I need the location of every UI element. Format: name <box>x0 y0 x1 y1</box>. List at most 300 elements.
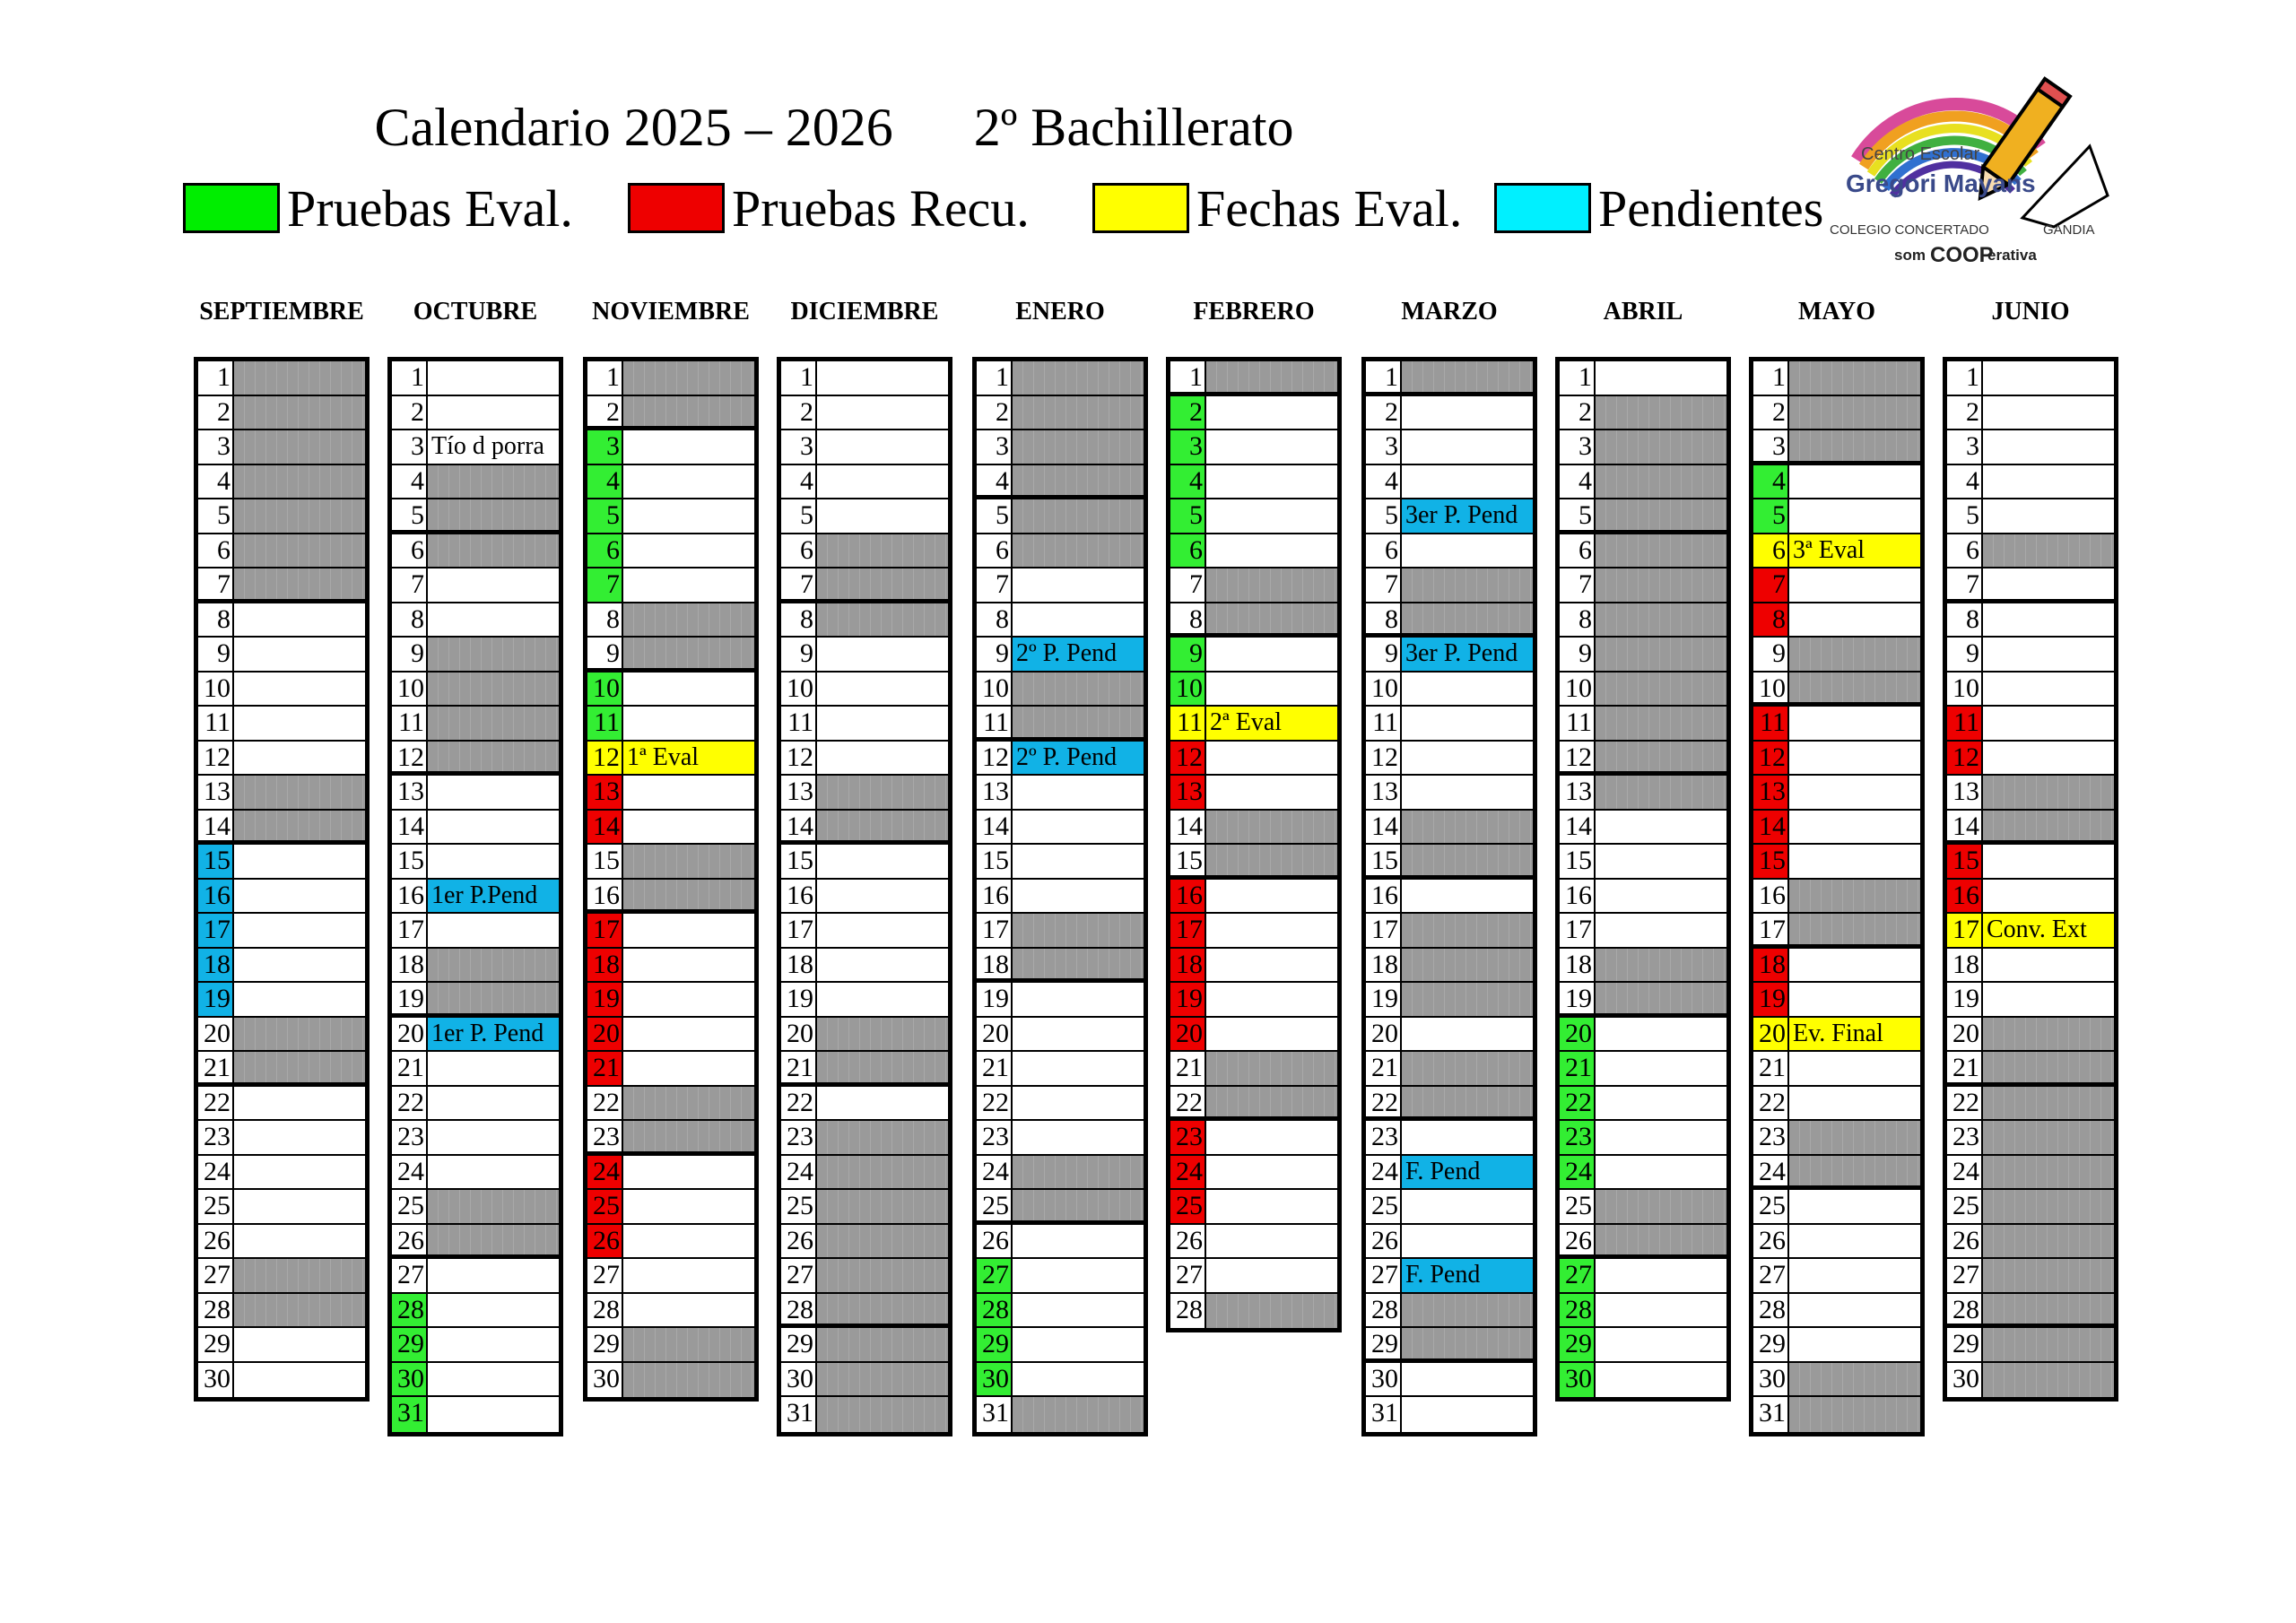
day-number: 21 <box>198 1052 234 1082</box>
day-number: 18 <box>1753 949 1789 982</box>
day-number: 14 <box>1947 811 1983 841</box>
day-row <box>587 1259 754 1294</box>
day-cell <box>1596 1052 1726 1085</box>
day-cell <box>1013 845 1144 878</box>
day-cell <box>1206 1190 1337 1223</box>
day-row <box>198 1156 365 1191</box>
day-number: 8 <box>587 603 623 637</box>
day-row <box>781 1363 948 1398</box>
day-cell <box>428 1087 559 1120</box>
day-number: 6 <box>1753 534 1789 568</box>
day-row <box>977 1018 1144 1053</box>
day-cell <box>1402 776 1533 809</box>
day-row <box>1753 914 1920 949</box>
day-row <box>392 1121 559 1156</box>
day-cell <box>817 1294 948 1324</box>
day-number: 12 <box>781 742 817 775</box>
day-number: 11 <box>781 707 817 740</box>
day-number: 22 <box>1170 1087 1206 1117</box>
day-number: 3 <box>1753 430 1789 461</box>
day-cell <box>1596 707 1726 740</box>
day-row <box>198 1328 365 1363</box>
day-number: 13 <box>198 776 234 809</box>
day-row <box>198 1087 365 1122</box>
day-row <box>1560 1328 1726 1363</box>
day-cell <box>1789 396 1920 430</box>
day-row <box>587 1363 754 1398</box>
day-number: 2 <box>1947 396 1983 430</box>
day-cell <box>817 949 948 982</box>
legend-swatch-yellow <box>1092 183 1189 233</box>
day-cell <box>1789 811 1920 844</box>
day-row <box>198 1190 365 1225</box>
day-cell <box>817 430 948 464</box>
day-row <box>1560 1259 1726 1294</box>
day-cell <box>817 396 948 430</box>
day-number: 29 <box>781 1328 817 1361</box>
day-cell: 3er P. Pend <box>1402 499 1533 533</box>
day-cell <box>234 1052 365 1082</box>
day-row <box>977 1397 1144 1432</box>
day-number: 9 <box>1366 638 1402 671</box>
day-row <box>1560 534 1726 569</box>
day-number: 18 <box>1947 949 1983 982</box>
day-number: 8 <box>1947 603 1983 637</box>
day-cell <box>428 845 559 878</box>
day-row <box>1170 1225 1337 1260</box>
day-cell <box>1983 776 2114 809</box>
day-cell <box>1983 983 2114 1016</box>
day-row <box>1753 1087 1920 1122</box>
day-number: 23 <box>198 1121 234 1154</box>
day-row <box>1170 1156 1337 1191</box>
day-number: 17 <box>781 914 817 947</box>
day-cell <box>1402 707 1533 740</box>
day-cell <box>1013 880 1144 913</box>
day-cell <box>1013 1087 1144 1120</box>
day-cell <box>1596 1294 1726 1327</box>
day-number: 4 <box>587 465 623 499</box>
day-row <box>1170 1121 1337 1156</box>
day-cell <box>1983 1190 2114 1223</box>
day-cell <box>817 914 948 947</box>
day-cell <box>1983 811 2114 841</box>
day-number: 5 <box>1560 499 1596 530</box>
day-row <box>198 949 365 984</box>
day-row <box>587 742 754 777</box>
day-cell <box>428 1397 559 1432</box>
month-table <box>1361 357 1537 1436</box>
day-cell <box>1789 1156 1920 1186</box>
day-cell <box>817 1328 948 1361</box>
day-row <box>1366 742 1533 777</box>
day-cell: F. Pend <box>1402 1259 1533 1292</box>
day-cell <box>1789 1363 1920 1396</box>
day-cell <box>234 673 365 706</box>
day-number: 7 <box>1560 568 1596 602</box>
day-cell <box>1789 1052 1920 1085</box>
day-row <box>1170 1294 1337 1329</box>
day-number: 10 <box>1560 673 1596 706</box>
day-row <box>1560 845 1726 880</box>
day-number: 29 <box>198 1328 234 1361</box>
day-row <box>198 673 365 707</box>
day-cell <box>428 568 559 602</box>
day-cell <box>1789 1294 1920 1327</box>
day-row <box>1366 603 1533 638</box>
day-cell <box>1206 1294 1337 1329</box>
day-row <box>392 638 559 673</box>
day-number: 23 <box>1366 1121 1402 1154</box>
day-number: 30 <box>1560 1363 1596 1398</box>
day-row <box>1366 638 1533 673</box>
day-row <box>781 568 948 603</box>
day-number: 15 <box>587 845 623 878</box>
day-cell <box>1596 568 1726 602</box>
day-number: 23 <box>587 1121 623 1151</box>
day-cell <box>428 1190 559 1223</box>
day-row <box>1753 1156 1920 1191</box>
day-row <box>1560 707 1726 742</box>
day-cell <box>623 776 754 809</box>
day-cell <box>1013 465 1144 496</box>
day-row <box>1947 534 2114 569</box>
day-row <box>1560 1087 1726 1122</box>
day-row <box>781 638 948 673</box>
day-cell <box>817 361 948 395</box>
day-cell <box>1789 465 1920 499</box>
legend-item-fechas-eval <box>1092 179 1462 237</box>
day-cell <box>1013 534 1144 568</box>
day-row <box>587 983 754 1018</box>
day-cell <box>1206 1052 1337 1085</box>
day-row <box>392 1156 559 1191</box>
day-cell <box>1206 534 1337 568</box>
day-row <box>1366 465 1533 500</box>
day-cell <box>817 499 948 533</box>
day-number: 14 <box>198 811 234 841</box>
day-number: 20 <box>1170 1018 1206 1051</box>
day-row <box>587 707 754 742</box>
day-number: 25 <box>1170 1190 1206 1223</box>
day-row <box>1560 1294 1726 1329</box>
logo-rainbow-pencil-icon <box>1821 61 2117 276</box>
day-row <box>1560 465 1726 500</box>
day-number: 13 <box>1170 776 1206 809</box>
day-row <box>587 603 754 638</box>
day-row <box>587 673 754 707</box>
day-row <box>781 465 948 500</box>
day-cell <box>817 1052 948 1082</box>
day-number: 5 <box>587 499 623 533</box>
day-row <box>1366 983 1533 1018</box>
day-number: 16 <box>781 880 817 913</box>
day-number: 11 <box>392 707 428 740</box>
day-number: 9 <box>198 638 234 671</box>
day-cell: 2º P. Pend <box>1013 638 1144 671</box>
day-row <box>198 1259 365 1294</box>
day-row <box>1560 1225 1726 1260</box>
day-number: 12 <box>198 742 234 775</box>
day-number: 24 <box>977 1156 1013 1189</box>
day-cell <box>1983 1363 2114 1398</box>
day-row <box>587 1225 754 1260</box>
day-number: 26 <box>1366 1225 1402 1258</box>
day-row <box>977 707 1144 742</box>
day-cell <box>1596 1259 1726 1292</box>
day-cell <box>623 880 754 910</box>
day-row <box>1366 1190 1533 1225</box>
day-cell <box>234 361 365 395</box>
day-row <box>977 534 1144 569</box>
day-number: 19 <box>587 983 623 1016</box>
day-number: 20 <box>781 1018 817 1051</box>
day-number: 15 <box>198 845 234 878</box>
day-number: 22 <box>198 1087 234 1120</box>
day-cell: 1er P.Pend <box>428 880 559 913</box>
day-row <box>977 396 1144 431</box>
day-cell <box>1596 983 1726 1013</box>
day-row <box>587 1018 754 1053</box>
day-cell: 2º P. Pend <box>1013 742 1144 775</box>
day-row <box>1170 1018 1337 1053</box>
day-cell <box>1013 914 1144 947</box>
day-number: 15 <box>977 845 1013 878</box>
day-cell <box>1789 568 1920 602</box>
day-number: 16 <box>1170 880 1206 913</box>
day-row <box>392 1052 559 1087</box>
day-row <box>1560 1363 1726 1398</box>
title-calendar: Calendario 2025 – 2026 <box>374 98 893 157</box>
day-row <box>587 361 754 396</box>
day-number: 1 <box>1170 361 1206 392</box>
day-row <box>1560 499 1726 534</box>
day-row <box>1560 396 1726 431</box>
day-row <box>1366 880 1533 915</box>
day-row <box>1947 1052 2114 1087</box>
day-row <box>781 1087 948 1122</box>
day-row <box>1560 603 1726 638</box>
day-number: 15 <box>1560 845 1596 878</box>
day-cell <box>1596 638 1726 671</box>
day-number: 26 <box>781 1225 817 1258</box>
day-row <box>1947 396 2114 431</box>
day-cell <box>1206 499 1337 533</box>
day-row <box>977 603 1144 638</box>
day-cell <box>817 603 948 637</box>
day-row <box>977 1121 1144 1156</box>
day-cell <box>428 638 559 671</box>
day-number: 27 <box>587 1259 623 1292</box>
day-number: 20 <box>977 1018 1013 1051</box>
day-number: 14 <box>392 811 428 844</box>
day-row <box>1170 499 1337 534</box>
day-row <box>1560 914 1726 949</box>
day-row <box>1170 396 1337 431</box>
day-number: 25 <box>198 1190 234 1223</box>
day-row <box>587 1294 754 1329</box>
day-cell <box>234 1225 365 1258</box>
day-row <box>587 465 754 500</box>
day-number: 29 <box>977 1328 1013 1361</box>
day-cell <box>1596 1156 1726 1189</box>
day-row <box>1947 465 2114 500</box>
day-row <box>1560 880 1726 915</box>
day-cell <box>1206 880 1337 913</box>
day-row <box>977 914 1144 949</box>
day-row <box>977 673 1144 707</box>
day-row <box>1560 776 1726 811</box>
day-row <box>392 673 559 707</box>
day-number: 28 <box>1947 1294 1983 1324</box>
day-number: 5 <box>1170 499 1206 533</box>
day-row <box>1947 1294 2114 1329</box>
day-cell <box>623 396 754 427</box>
day-number: 16 <box>1366 880 1402 913</box>
day-number: 27 <box>1947 1259 1983 1292</box>
day-number: 29 <box>587 1328 623 1361</box>
day-row <box>198 914 365 949</box>
day-cell: Conv. Ext <box>1983 914 2114 947</box>
day-number: 29 <box>1560 1328 1596 1361</box>
day-number: 2 <box>587 396 623 427</box>
day-row <box>1366 707 1533 742</box>
day-number: 20 <box>587 1018 623 1051</box>
day-cell <box>1402 1018 1533 1051</box>
day-row <box>1947 914 2114 949</box>
day-cell <box>234 499 365 533</box>
day-cell <box>623 1259 754 1292</box>
day-number: 21 <box>392 1052 428 1085</box>
day-cell <box>1402 1397 1533 1432</box>
day-number: 3 <box>1947 430 1983 464</box>
day-row <box>1947 499 2114 534</box>
day-number: 13 <box>1947 776 1983 809</box>
day-cell <box>1983 742 2114 775</box>
day-cell <box>1983 1018 2114 1051</box>
day-number: 1 <box>392 361 428 395</box>
day-row <box>1560 742 1726 777</box>
day-number: 28 <box>198 1294 234 1327</box>
day-number: 22 <box>1753 1087 1789 1120</box>
day-cell <box>234 949 365 982</box>
day-cell <box>623 914 754 947</box>
day-number: 3 <box>1170 430 1206 464</box>
day-cell <box>428 499 559 530</box>
day-cell <box>1983 1121 2114 1154</box>
day-cell <box>1596 1121 1726 1154</box>
day-cell <box>234 603 365 637</box>
day-row <box>781 880 948 915</box>
day-cell <box>623 361 754 395</box>
day-row <box>1170 361 1337 396</box>
day-number: 19 <box>1560 983 1596 1013</box>
page-title <box>0 97 1668 159</box>
day-number: 28 <box>1560 1294 1596 1327</box>
day-row <box>1170 534 1337 569</box>
day-number: 26 <box>1560 1225 1596 1255</box>
day-cell <box>1402 845 1533 875</box>
legend-item-pruebas-eval <box>183 179 573 237</box>
day-cell <box>234 1018 365 1051</box>
day-row <box>198 1018 365 1053</box>
day-row <box>1170 914 1337 949</box>
day-number: 14 <box>1170 811 1206 844</box>
day-row <box>587 638 754 673</box>
day-cell <box>234 707 365 740</box>
day-cell <box>817 1259 948 1292</box>
day-row <box>977 1087 1144 1122</box>
day-row <box>1366 1156 1533 1191</box>
day-row <box>1753 465 1920 500</box>
day-cell <box>234 568 365 599</box>
day-cell <box>1402 534 1533 568</box>
day-row <box>198 430 365 465</box>
day-number: 25 <box>1366 1190 1402 1223</box>
day-cell <box>1206 1087 1337 1117</box>
day-row <box>1170 1087 1337 1122</box>
day-row <box>392 465 559 500</box>
day-row <box>1170 845 1337 880</box>
day-cell <box>234 1087 365 1120</box>
day-row <box>977 983 1144 1018</box>
day-row <box>977 430 1144 465</box>
day-number: 7 <box>1753 568 1789 602</box>
day-number: 3 <box>977 430 1013 464</box>
day-cell <box>1596 776 1726 809</box>
day-cell <box>623 1018 754 1051</box>
day-number: 1 <box>977 361 1013 395</box>
day-row <box>1170 707 1337 742</box>
day-cell <box>1402 568 1533 602</box>
day-cell <box>1402 949 1533 982</box>
day-cell <box>623 534 754 568</box>
day-number: 8 <box>1366 603 1402 634</box>
day-row <box>781 983 948 1018</box>
day-cell <box>234 1363 365 1398</box>
day-number: 5 <box>198 499 234 533</box>
day-cell <box>1013 949 1144 979</box>
day-row <box>1753 707 1920 742</box>
day-number: 30 <box>1753 1363 1789 1396</box>
day-number: 23 <box>392 1121 428 1154</box>
day-number: 27 <box>781 1259 817 1292</box>
day-number: 26 <box>977 1225 1013 1258</box>
day-cell <box>234 1190 365 1223</box>
day-row <box>1753 603 1920 638</box>
day-row <box>781 742 948 777</box>
day-cell <box>1013 499 1144 533</box>
day-number: 4 <box>781 465 817 499</box>
day-cell <box>817 1087 948 1120</box>
day-number: 27 <box>392 1259 428 1292</box>
day-number: 2 <box>198 396 234 430</box>
day-cell <box>817 638 948 671</box>
day-number: 4 <box>1560 465 1596 499</box>
day-number: 6 <box>1366 534 1402 568</box>
day-cell <box>1206 396 1337 430</box>
day-number: 26 <box>198 1225 234 1258</box>
day-number: 11 <box>198 707 234 740</box>
day-cell <box>1013 361 1144 395</box>
day-row <box>198 1052 365 1087</box>
day-row <box>1753 396 1920 431</box>
day-row <box>1366 776 1533 811</box>
day-row <box>781 1121 948 1156</box>
day-row <box>1366 673 1533 707</box>
day-cell <box>623 430 754 464</box>
day-row <box>1170 880 1337 915</box>
